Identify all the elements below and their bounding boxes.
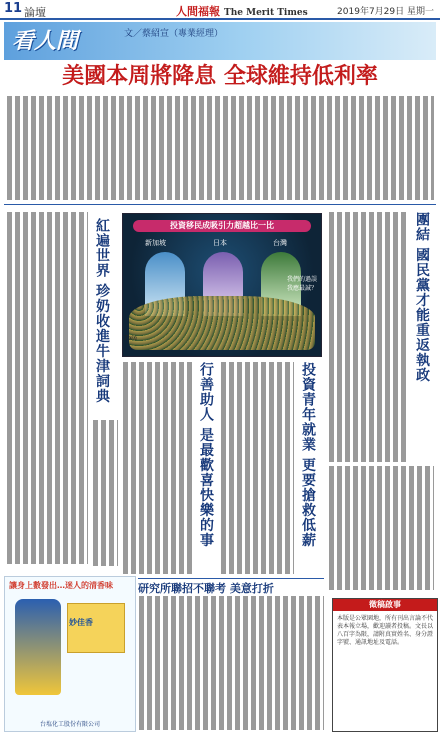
kindness-article-title: 行善助人 是最歡喜快樂的事	[198, 362, 214, 548]
unity-article-text	[328, 212, 408, 462]
research-article-text	[138, 596, 324, 730]
masthead-en: The Merit Times	[224, 8, 308, 18]
notice-title: 徵稿啟事	[333, 599, 437, 611]
artist-signature: Toin	[124, 335, 137, 342]
call-for-submissions	[332, 598, 438, 732]
ad-product-box	[67, 603, 125, 653]
lead-article-text	[6, 96, 434, 200]
column-banner	[4, 22, 436, 60]
page-header	[0, 0, 440, 20]
speech-bubble: 我們的過誤 我應最誠？	[287, 276, 318, 292]
divider	[4, 204, 436, 205]
illustration-caption: 投資移民成吸引力超越比一比	[133, 220, 311, 232]
main-headline: 美國本周將降息 全球維持低利率	[62, 64, 378, 89]
unity-article-text-2	[328, 466, 434, 590]
masthead	[176, 3, 308, 19]
dictionary-article-title: 紅遍世界 珍奶收進牛津詞典	[94, 218, 110, 404]
crowd-figure	[129, 296, 315, 350]
dictionary-article-text	[6, 212, 88, 564]
arch-label-singapore: 新加坡	[145, 239, 166, 247]
notice-body: 本版是公眾園地，所有刊出言論不代表本報立場，歡迎讀者投稿。文長以八百字為限，請附真實姓名、身分證字號、通訊地址及電話。	[337, 615, 434, 646]
section-name: 論壇	[24, 6, 46, 19]
ad-company: 台塩化工股份有限公司	[39, 721, 100, 728]
page-number: 11	[4, 1, 23, 16]
arch-label-taiwan: 台灣	[273, 239, 287, 247]
issue-date: 2019年7月29日 星期一	[337, 7, 434, 17]
unity-article-title: 團結 國民黨才能重返執政	[414, 212, 430, 383]
ad-brand: 妙佳香	[69, 618, 93, 627]
dictionary-article-text-2	[92, 420, 118, 566]
kindness-article-text	[122, 362, 192, 574]
byline: 文／蔡紹宣（專業經理）	[124, 29, 224, 39]
masthead-cn: 人間福報	[176, 5, 220, 18]
ad-bottle	[15, 599, 61, 695]
divider	[138, 578, 324, 579]
youth-article-title: 投資青年就業 更要搶救低薪	[300, 362, 316, 548]
arch-label-japan: 日本	[213, 239, 227, 247]
youth-article-text	[220, 362, 294, 574]
ad-title: 讓身上數發出…迷人的清香味	[9, 581, 113, 590]
advertisement	[4, 576, 136, 732]
illustration	[122, 213, 322, 357]
research-article-title: 研究所聯招不聯考 美意打折	[138, 582, 274, 595]
column-logo: 看人間	[12, 28, 79, 54]
